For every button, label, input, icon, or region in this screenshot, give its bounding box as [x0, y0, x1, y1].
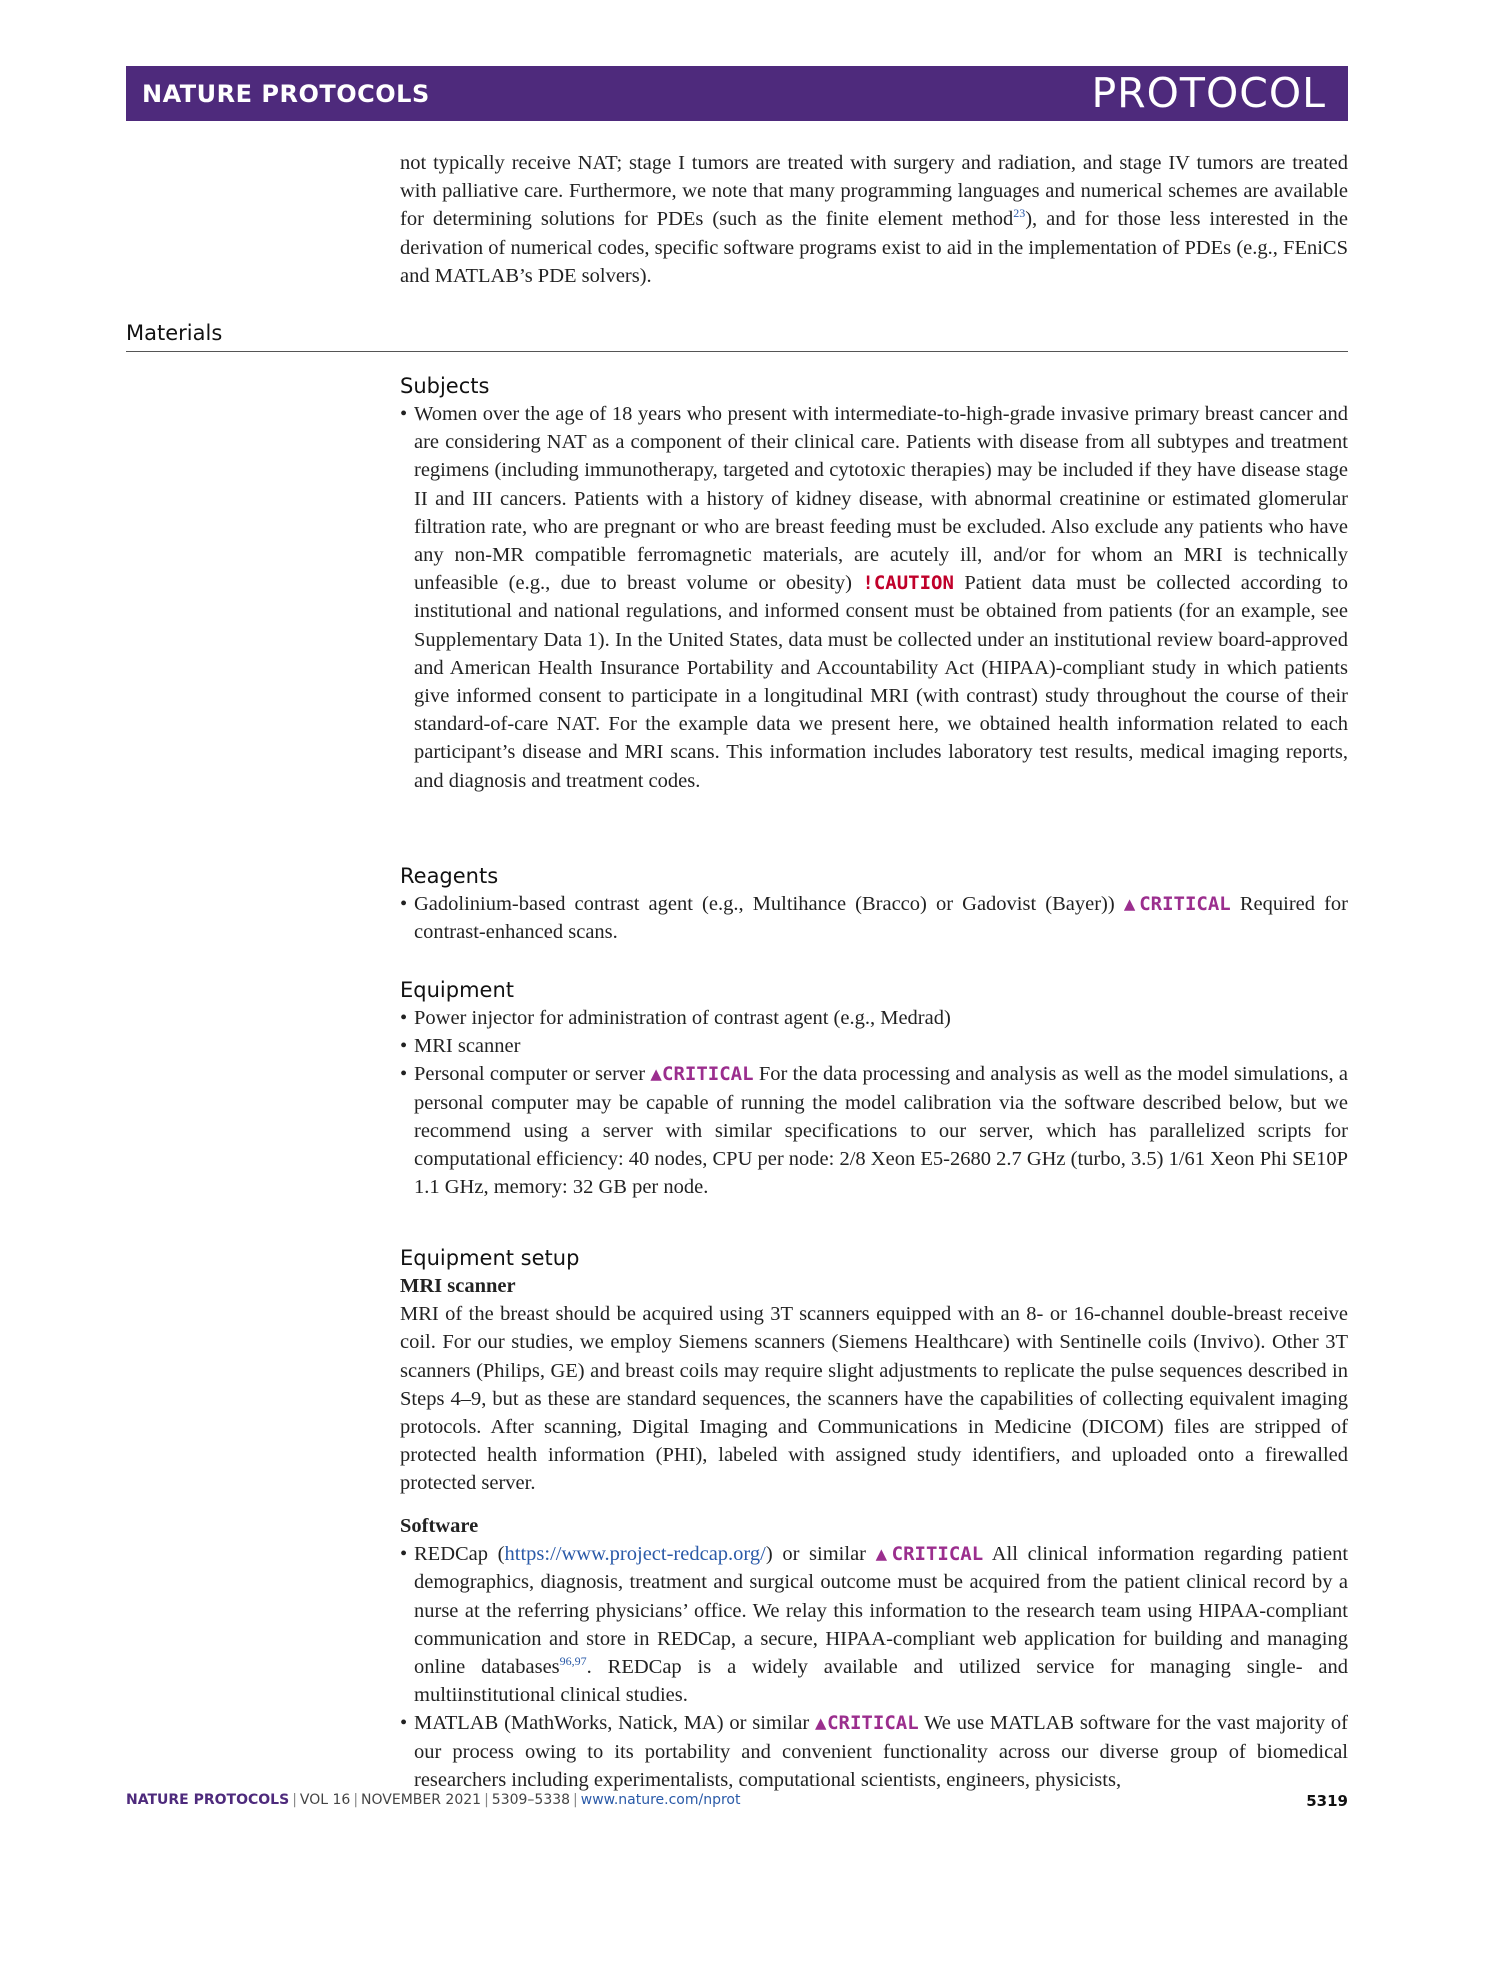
section-divider — [126, 351, 1348, 352]
subjects-heading: Subjects — [400, 374, 490, 398]
list-item: • MRI scanner — [400, 1032, 1348, 1060]
footer-date: NOVEMBER 2021 — [361, 1792, 482, 1808]
list-item: • Gadolinium-based contrast agent (e.g., Multihance (Bracco) or Gadovist (Bayer)) ▲CRITICAL Required for contrast-enhanced scans. — [400, 890, 1348, 946]
subjects-section — [400, 372, 1348, 795]
footer-journal: NATURE PROTOCOLS — [126, 1792, 290, 1808]
intro-text-a: not typically receive NAT; stage I tumors are treated with surgery and radiation, and stage IV tumors are treated with palliative care. Furthermore, we note that many programming languages and numerical schemes are available for determining solutions for PDEs (such as the finite element method — [400, 152, 1348, 231]
list-item: • Women over the age of 18 years who present with intermediate-to-high-grade invasive primary breast cancer and are considering NAT as a component of their clinical care. Patients with disease from all subtypes and treatment regimens (including immunotherapy, targeted and cytotoxic therapies) may be included if they have disease stage II and III cancers. Patients with a history of kidney disease, with abnormal creatinine or estimated glomerular filtration rate, who are pregnant or who are breast feeding must be excluded. Also exclude any patients who have any non-MR compatible ferromagnetic materials, are acutely ill, and/or for whom an MRI is technically unfeasible (e.g., due to breast volume or obesity) !CAUTION Patient data must be collected according to institutional and national regulations, and informed consent must be obtained from patients (for an example, see Supplementary Data 1). In the United States, data must be collected under an institutional review board-approved and American Health Insurance Portability and Accountability Act (HIPAA)-compliant study in which patients give informed consent to participate in a longitudinal MRI (with contrast) study throughout the course of their standard-of-care NAT. For the example data we present here, we obtained health information related to each participant’s disease and MRI scans. This information includes laboratory test results, medical imaging reports, and diagnosis and treatment codes. — [400, 400, 1348, 795]
critical-label: ▲CRITICAL — [1123, 893, 1231, 915]
intro-paragraph — [400, 149, 1348, 290]
critical-label: ▲CRITICAL — [875, 1543, 984, 1566]
intro-text-b: ), and for those less interested in the derivation of numerical codes, specific software programs exist to aid in the implementation of PDEs (e.g., FEniCS and MATLAB’s PDE solvers). — [400, 208, 1349, 287]
page-footer: NATURE PROTOCOLS | VOL 16 | NOVEMBER 2021 | 5309–5338 | www.nature.com/nprot 5319 — [126, 1792, 1348, 1810]
mri-scanner-paragraph: MRI of the breast should be acquired using 3T scanners equipped with an 8- or 16-channel double-breast receive coil. For our studies, we employ Siemens scanners (Siemens Healthcare) with Sentinelle coils (Invivo). Other 3T scanners (Philips, GE) and breast coils may require slight adjustments to replicate the pulse sequences described in Steps 4–9, but as these are standard sequences, the scanners have the capabilities of collecting equivalent imaging protocols. After scanning, Digital Imaging and Communications in Medicine (DICOM) files are stripped of protected health information (PHI), labeled with assigned study identifiers, and uploaded onto a firewalled protected server. — [400, 1303, 1348, 1495]
footer-url[interactable]: www.nature.com/nprot — [580, 1792, 741, 1808]
equipment-setup-section — [400, 1244, 1348, 1498]
mri-scanner-subheading: MRI scanner — [400, 1275, 516, 1297]
citation-ref[interactable]: 23 — [1013, 206, 1026, 221]
software-section — [400, 1512, 1348, 1794]
citation-ref[interactable]: 96,97 — [559, 1654, 587, 1669]
section-title-materials: Materials — [126, 321, 223, 345]
equipment-setup-heading: Equipment setup — [400, 1246, 580, 1270]
article-type: PROTOCOL — [1091, 69, 1326, 117]
equipment-section — [400, 976, 1348, 1201]
redcap-link[interactable]: https://www.project-redcap.org/ — [504, 1543, 766, 1566]
critical-label: ▲CRITICAL — [650, 1063, 754, 1086]
list-item: • REDCap (https://www.project-redcap.org/) or similar ▲CRITICAL All clinical information regarding patient demographics, diagnosis, treatment and surgical outcome must be acquired from the patient clinical record by a nurse at the referring physicians’ office. We relay this information to the research team using HIPAA-compliant communication and store in REDCap, a secure, HIPAA-compliant web application for building and managing online databases$^{96,97}$. REDCap is a widely available and utilized service for managing single- and multiinstitutional clinical studies. — [400, 1540, 1348, 1709]
caution-label: !CAUTION — [862, 572, 954, 595]
footer-pages: 5309–5338 — [491, 1792, 571, 1808]
critical-label: ▲CRITICAL — [815, 1712, 919, 1735]
reagents-section — [400, 862, 1348, 946]
page-number: 5319 — [1306, 1792, 1348, 1810]
footer-volume: VOL 16 — [299, 1792, 351, 1808]
list-item: • Power injector for administration of contrast agent (e.g., Medrad) — [400, 1004, 1348, 1032]
list-item: • Personal computer or server ▲CRITICAL For the data processing and analysis as well as the model simulations, a personal computer may be capable of running the model calibration via the software described below, but we recommend using a server with similar specifications to our server, which has parallelized scripts for computational efficiency: 40 nodes, CPU per node: 2/8 Xeon E5-2680 2.7 GHz (turbo, 3.5) 1/61 Xeon Phi SE10P 1.1 GHz, memory: 32 GB per node. — [400, 1060, 1348, 1201]
journal-header-bar — [126, 66, 1348, 121]
list-item: • MATLAB (MathWorks, Natick, MA) or similar ▲CRITICAL We use MATLAB software for the vast majority of our process owing to its portability and convenient functionality across our diverse group of biomedical researchers including experimentalists, computational scientists, engineers, physicists, — [400, 1709, 1348, 1794]
equipment-heading: Equipment — [400, 978, 514, 1002]
journal-name: NATURE PROTOCOLS — [142, 80, 430, 108]
reagents-heading: Reagents — [400, 864, 499, 888]
software-subheading: Software — [400, 1515, 479, 1537]
